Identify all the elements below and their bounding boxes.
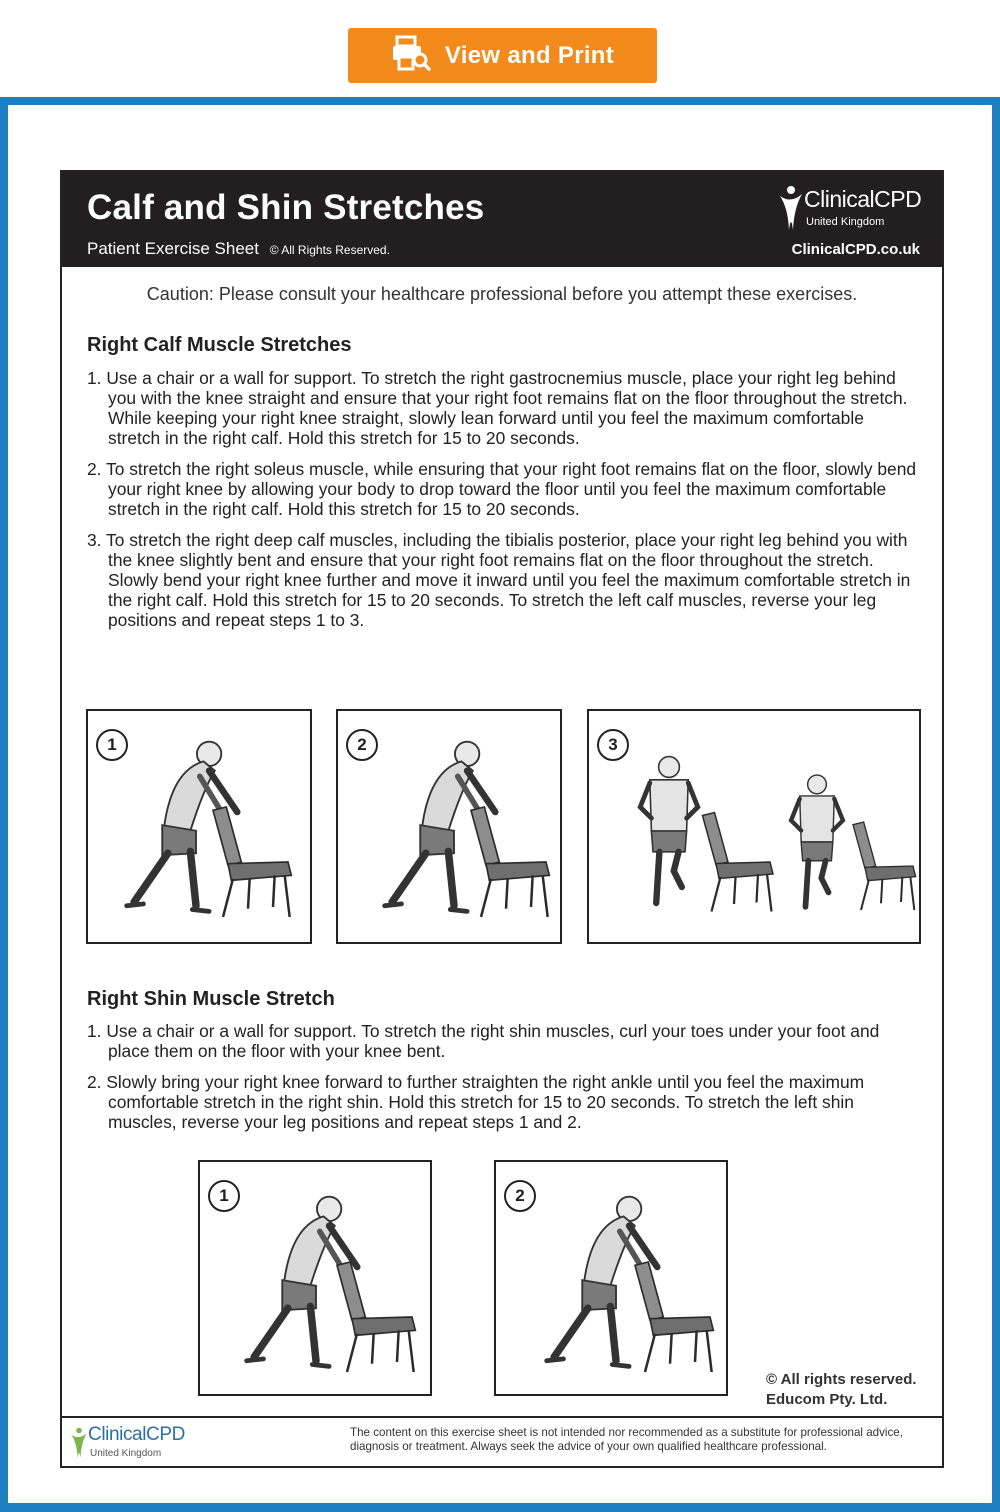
rights-note: © All Rights Reserved.: [269, 243, 390, 257]
figure-number-badge: 3: [597, 729, 629, 761]
figure-number-badge: 2: [346, 729, 378, 761]
shin-figure-1: [198, 1160, 432, 1396]
copyright-notice: [766, 1370, 917, 1410]
calf-step-1: 1. Use a chair or a wall for support. To stretch the right gastrocnemius muscle, place your right leg behind you with the knee straight and ensure that your right foot remains flat on the floor throughout the stretch. While keeping your right knee straight, slowly lean forward until you feel the maximum comfortable stretch in the right calf. Hold this stretch for 15 to 20 seconds.: [87, 368, 908, 448]
footer-brand-region: United Kingdom: [90, 1448, 162, 1459]
footer-disclaimer: The content on this exercise sheet is not intended nor recommended as a substitute for professional advice, diagnosis or treatment. Always seek the advice of your own qualified healthcare professional.: [350, 1426, 903, 1453]
calf-step-3: 3. To stretch the right deep calf muscles, including the tibialis posterior, place your right leg behind you with the knee slightly bent and ensure that your right foot remains flat on the floor throughout the stretch. Slowly bend your right knee further and move it inward until you feel the maximum comfortable stretch in the right calf. Hold this stretch for 15 to 20 seconds. To stretch the left calf muscles, reverse your leg positions and repeat steps 1 to 3.: [87, 530, 911, 630]
figure-logo-icon: [70, 1424, 88, 1462]
footer-brand-logo: [70, 1422, 210, 1462]
shin-steps-list: [87, 1021, 917, 1143]
copyright-line-2: Educom Pty. Ltd.: [766, 1391, 888, 1408]
calf-figure-1: [86, 709, 312, 944]
footer-divider: [62, 1416, 942, 1418]
calf-step-2: 2. To stretch the right soleus muscle, while ensuring that your right foot remains flat on the floor, slowly bend your right knee by allowing your body to drop toward the floor until you feel the maximum comfortable stretch in the right calf. Hold this stretch for 15 to 20 seconds.: [87, 459, 917, 519]
top-toolbar: [0, 0, 1000, 97]
caution-note: Caution: Please consult your healthcare professional before you attempt these exercises.: [146, 284, 858, 304]
website-link[interactable]: ClinicalCPD.co.uk: [791, 241, 920, 258]
footer-brand-name: ClinicalCPD: [88, 1424, 185, 1445]
figure-number-badge: 2: [504, 1180, 536, 1212]
calf-stretch-illustration-3: [589, 711, 919, 942]
shin-step-1: 1. Use a chair or a wall for support. To stretch the right shin muscles, curl your toes under your foot and place them on the floor with your knee bent.: [87, 1021, 880, 1061]
sheet-header: [62, 172, 942, 267]
page-title: Calf and Shin Stretches: [87, 188, 485, 227]
brand-logo: [778, 184, 928, 234]
copyright-line-1: © All rights reserved.: [766, 1371, 917, 1388]
subtitle-text: Patient Exercise Sheet: [87, 239, 259, 258]
figure-number-badge: 1: [208, 1180, 240, 1212]
calf-steps-list: [87, 368, 917, 641]
figure-logo-icon: [778, 184, 804, 232]
calf-figure-2: [336, 709, 562, 944]
sheet-subtitle: [87, 239, 390, 259]
shin-section-heading: Right Shin Muscle Stretch: [87, 988, 335, 1010]
figure-number-badge: 1: [96, 729, 128, 761]
calf-section-heading: Right Calf Muscle Stretches: [87, 334, 352, 356]
brand-name: ClinicalCPD: [804, 186, 922, 212]
shin-step-2: 2. Slowly bring your right knee forward to further straighten the right ankle until you feel the maximum comfortable stretch in the right shin. Hold this stretch for 15 to 20 seconds. To stretch the left shin muscles, reverse your leg positions and repeat steps 1 and 2.: [87, 1072, 865, 1132]
exercise-sheet: [60, 170, 944, 1468]
print-button-label: View and Print: [444, 41, 615, 69]
brand-region: United Kingdom: [806, 216, 885, 228]
calf-figure-3: [587, 709, 921, 944]
print-preview-icon: [391, 35, 431, 76]
shin-figure-2: [494, 1160, 728, 1396]
view-and-print-button[interactable]: [348, 28, 657, 83]
